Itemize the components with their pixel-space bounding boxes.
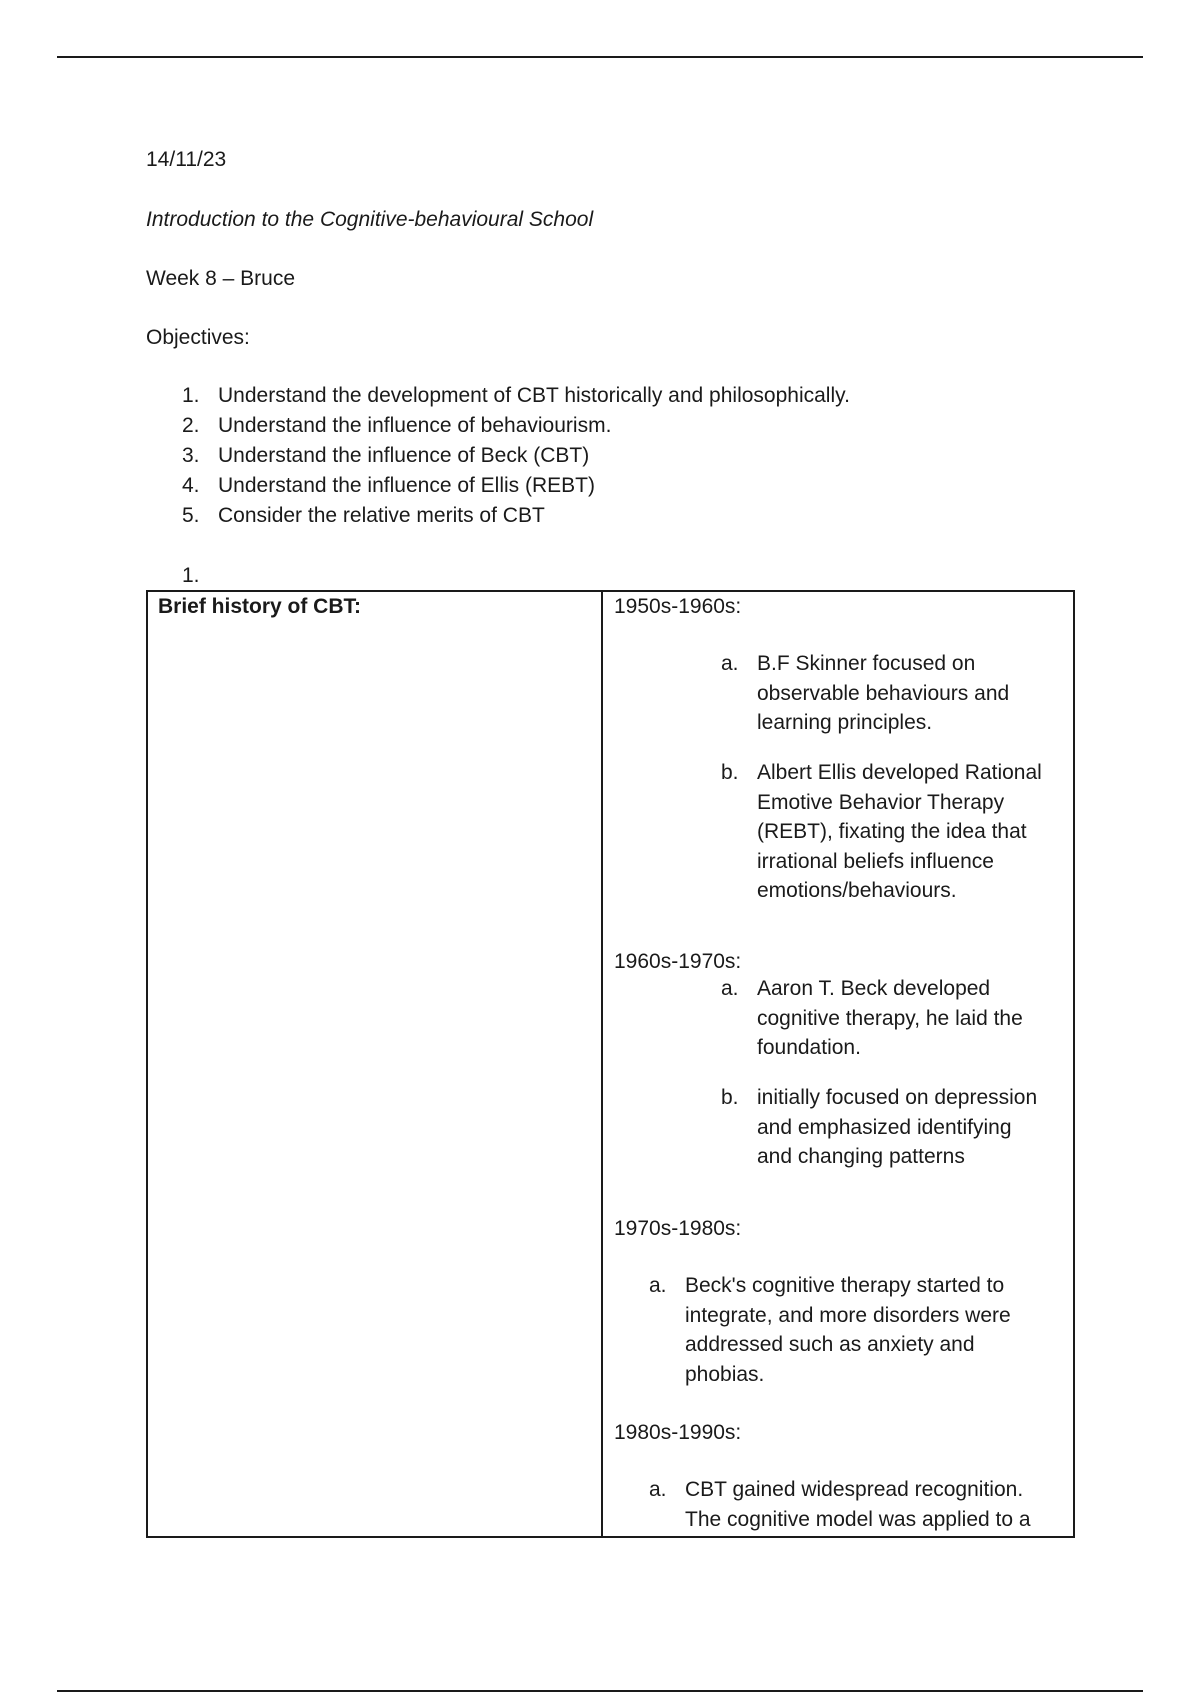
- period-label: 1980s-1990s:: [614, 1421, 742, 1444]
- objective-number: 1.: [182, 384, 200, 407]
- item-letter: a.: [721, 977, 739, 1000]
- objective-number: 5.: [182, 504, 200, 527]
- history-right-cell: [602, 591, 1074, 1537]
- objective-number: 3.: [182, 444, 200, 467]
- period-label: 1970s-1980s:: [614, 1217, 742, 1240]
- item-letter: b.: [721, 1086, 739, 1109]
- document-date: 14/11/23: [146, 148, 227, 171]
- objective-text: Understand the development of CBT historically and philosophically.: [218, 384, 850, 407]
- header-rule: [57, 56, 1143, 58]
- week-label: Week 8 – Bruce: [146, 267, 296, 290]
- objective-number: 4.: [182, 474, 200, 497]
- item-letter: a.: [649, 1274, 667, 1297]
- footer-rule: [57, 1690, 1143, 1692]
- objective-text: Understand the influence of behaviourism.: [218, 414, 612, 437]
- item-letter: a.: [649, 1478, 667, 1501]
- period-label: 1950s-1960s:: [614, 595, 742, 618]
- objective-text: Understand the influence of Beck (CBT): [218, 444, 590, 467]
- item-letter: a.: [721, 652, 739, 675]
- table-row: [147, 591, 1074, 1537]
- item-text: Beck's cognitive therapy started to integrate, and more disorders were addressed such as anxiety and phobias.: [685, 1274, 1011, 1386]
- objective-number: 2.: [182, 414, 200, 437]
- period-label: 1960s-1970s:: [614, 950, 742, 973]
- objective-text: Consider the relative merits of CBT: [218, 504, 545, 527]
- item-letter: b.: [721, 761, 739, 784]
- item-text: B.F Skinner focused on observable behaviours and learning principles.: [757, 652, 1010, 734]
- history-table: [146, 590, 1075, 1538]
- table-list-number: 1.: [182, 564, 200, 587]
- history-left-cell: [147, 591, 602, 1537]
- item-text: Aaron T. Beck developed cognitive therapy, he laid the foundation.: [757, 977, 1023, 1059]
- history-heading: Brief history of CBT:: [158, 595, 362, 618]
- course-title: Introduction to the Cognitive-behavioural School: [146, 208, 594, 231]
- item-text: initially focused on depression and emphasized identifying and changing patterns: [757, 1086, 1038, 1168]
- objective-text: Understand the influence of Ellis (REBT): [218, 474, 596, 497]
- item-text: Albert Ellis developed Rational Emotive Behavior Therapy (REBT), fixating the idea that irrational beliefs influence emotions/behaviours.: [757, 761, 1042, 902]
- timeline: [603, 592, 1073, 1536]
- item-text: CBT gained widespread recognition. The cognitive model was applied to a: [685, 1478, 1031, 1531]
- objectives-heading: Objectives:: [146, 326, 250, 349]
